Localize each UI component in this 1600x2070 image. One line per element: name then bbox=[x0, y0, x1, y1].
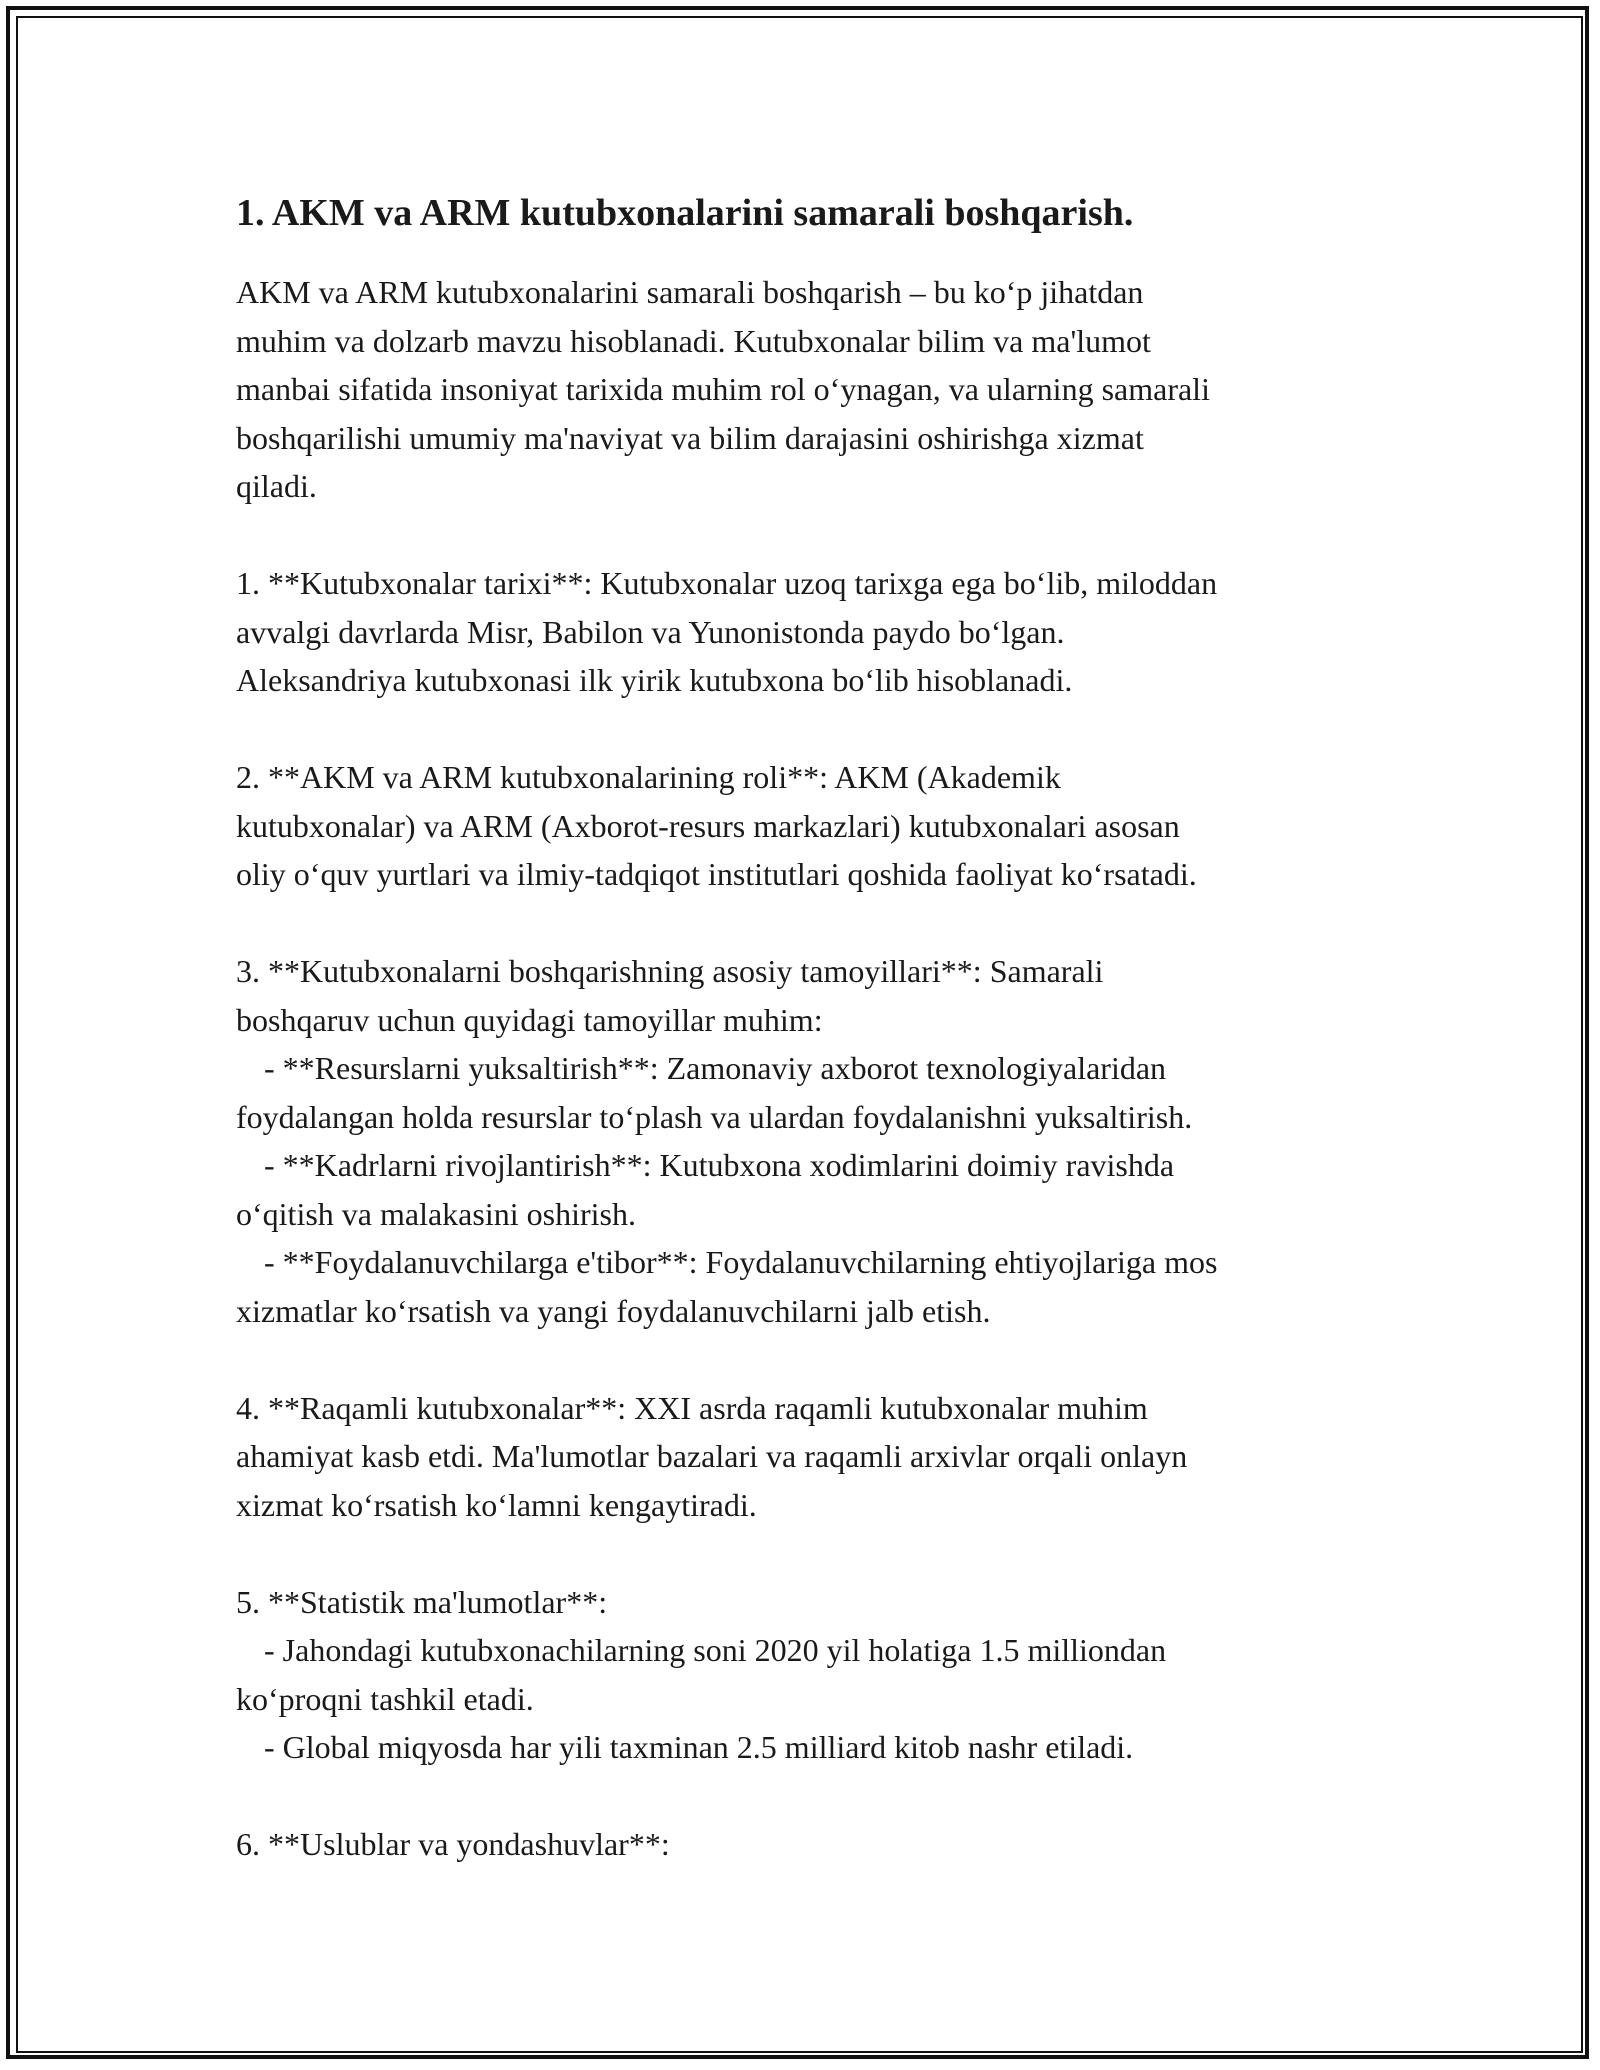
bullet-line: - **Foydalanuvchilarga e'tibor**: Foydalanuvchilarning ehtiyojlariga mos bbox=[264, 1244, 1218, 1280]
section-history bbox=[236, 559, 1396, 705]
text-line: 5. **Statistik ma'lumotlar**: bbox=[236, 1583, 608, 1620]
text-line: oliy oʻquv yurtlari va ilmiy-tadqiqot institutlari qoshida faoliyat koʻrsatadi. bbox=[236, 856, 1197, 892]
section-statistics bbox=[236, 1578, 1396, 1772]
section-principles bbox=[236, 947, 1396, 1335]
paragraph-gap bbox=[236, 705, 1396, 754]
text-line: avvalgi davrlarda Misr, Babilon va Yunonistonda paydo boʻlgan. bbox=[236, 613, 1065, 650]
paragraph-gap bbox=[236, 899, 1396, 948]
text-line: 4. **Raqamli kutubxonalar**: XXI asrda raqamli kutubxonalar muhim bbox=[236, 1389, 1148, 1426]
text-line: boshqaruv uchun quyidagi tamoyillar muhim: bbox=[236, 1001, 823, 1038]
bullet-line: - Jahondagi kutubxonachilarning soni 2020 yil holatiga 1.5 milliondan bbox=[264, 1632, 1167, 1668]
bullet-line: - **Resurslarni yuksaltirish**: Zamonaviy axborot texnologiyalaridan bbox=[264, 1050, 1167, 1086]
text-line: foydalangan holda resurslar toʻplash va ulardan foydalanishni yuksaltirish. bbox=[236, 1098, 1193, 1135]
text-line: xizmat koʻrsatish koʻlamni kengaytiradi. bbox=[236, 1486, 757, 1523]
text-line: Aleksandriya kutubxonasi ilk yirik kutubxona boʻlib hisoblanadi. bbox=[236, 662, 1073, 698]
document-page bbox=[236, 188, 1396, 1869]
text-line: manbai sifatida insoniyat tarixida muhim rol oʻynagan, va ularning samarali bbox=[236, 371, 1210, 407]
document-title: 1. AKM va ARM kutubxonalarini samarali boshqarish. bbox=[236, 192, 1134, 234]
paragraph-gap bbox=[236, 1335, 1396, 1384]
text-line: AKM va ARM kutubxonalarini samarali boshqarish – bu koʻp jihatdan bbox=[236, 274, 1144, 310]
text-line: boshqarilishi umumiy ma'naviyat va bilim darajasini oshirishga xizmat bbox=[236, 419, 1144, 456]
section-methods bbox=[236, 1820, 1396, 1869]
text-line: 6. **Uslublar va yondashuvlar**: bbox=[236, 1826, 670, 1862]
text-line: koʻproqni tashkil etadi. bbox=[236, 1680, 534, 1717]
intro-paragraph bbox=[236, 268, 1396, 511]
text-line: kutubxonalar) va ARM (Axborot-resurs markazlari) kutubxonalari asosan bbox=[236, 807, 1180, 844]
text-line: oʻqitish va malakasini oshirish. bbox=[236, 1195, 636, 1232]
section-digital bbox=[236, 1384, 1396, 1530]
text-line: qiladi. bbox=[236, 468, 317, 504]
section-role bbox=[236, 753, 1396, 899]
text-line: 1. **Kutubxonalar tarixi**: Kutubxonalar uzoq tarixga ega boʻlib, miloddan bbox=[236, 565, 1218, 601]
paragraph-gap bbox=[236, 1772, 1396, 1821]
paragraph-gap bbox=[236, 511, 1396, 560]
bullet-line: - **Kadrlarni rivojlantirish**: Kutubxona xodimlarini doimiy ravishda bbox=[264, 1147, 1175, 1183]
text-line: xizmatlar koʻrsatish va yangi foydalanuvchilarni jalb etish. bbox=[236, 1292, 991, 1329]
text-line: ahamiyat kasb etdi. Ma'lumotlar bazalari va raqamli arxivlar orqali onlayn bbox=[236, 1438, 1188, 1474]
paragraph-gap bbox=[236, 1529, 1396, 1578]
text-line: 3. **Kutubxonalarni boshqarishning asosiy tamoyillari**: Samarali bbox=[236, 953, 1104, 989]
text-line: muhim va dolzarb mavzu hisoblanadi. Kutubxonalar bilim va ma'lumot bbox=[236, 322, 1151, 359]
bullet-line: - Global miqyosda har yili taxminan 2.5 milliard kitob nashr etiladi. bbox=[264, 1729, 1134, 1765]
text-line: 2. **AKM va ARM kutubxonalarining roli**: AKM (Akademik bbox=[236, 759, 1061, 795]
